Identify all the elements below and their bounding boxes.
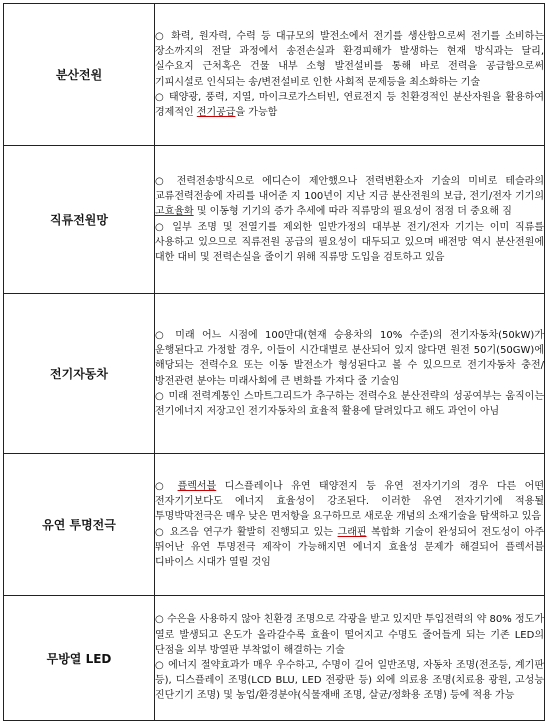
table-row: [4, 454, 545, 596]
paragraph-text: 요즈음 연구가 활발히 진행되고 있는: [169, 526, 338, 538]
underlined-term: 플렉서블: [177, 480, 217, 492]
description-cell: [155, 146, 545, 294]
description-paragraph: [155, 328, 544, 389]
underlined-term: 고효율화: [155, 206, 194, 218]
circle-bullet-icon: ○: [155, 329, 168, 341]
term-cell: 전기자동차: [4, 294, 155, 454]
technology-table: [3, 3, 545, 721]
description-paragraph: [155, 389, 544, 419]
circle-bullet-icon: ○: [155, 390, 165, 402]
paragraph-text-tail: 및 이동형 기기의 증가 추세에 따라 직류망의 필요성이 점점 더 중요해 짐: [193, 206, 512, 218]
circle-bullet-icon: ○: [155, 614, 164, 626]
circle-bullet-icon: ○: [155, 221, 167, 233]
term-cell: 무방열 LED: [4, 596, 155, 721]
paragraph-text-tail: 복합화 기술이 완성되어 전도성이 아주 뛰어난 유연 투명전극 제작이 가능해지면 에너지 효율성 문제가 해결되어 플렉서블 디바이스 시대가 열릴 것임: [155, 526, 544, 568]
table-row: [4, 4, 545, 146]
paragraph-text: 일부 조명 및 전열기를 제외한 일반가정의 대부분 전기/전자 기기는 이미 직류를 사용하고 있으므로 직류전원 공급의 필요성이 대두되고 있으며 배전망 역시 분산전원에 대한 대비 및 전력손실을 줄이기 위해 직류망 도입을 검토하고 있음: [155, 221, 544, 263]
description-paragraph: [155, 90, 544, 120]
underlined-term: 전기공급: [196, 106, 236, 118]
table-row: [4, 596, 545, 721]
description-cell: [155, 454, 545, 596]
term-cell: 분산전원: [4, 4, 155, 146]
paragraph-text-tail: 을 가능함: [235, 106, 278, 118]
circle-bullet-icon: ○: [155, 91, 165, 103]
underlined-term: 그래핀: [337, 526, 367, 538]
circle-bullet-icon: ○: [155, 30, 166, 42]
paragraph-text-tail: 디스플레이나 유연 태양전지 등 유연 전자기기의 경우 다른 어떤 전자기기보다도 에너지 효율성이 강조된다. 이러한 유연 전자기기에 적용될 투명박막전극은 매우 낮은 면저항을 요구하므로 새로운 개념의 소재기술을 탐색하고 있음: [155, 480, 544, 523]
circle-bullet-icon: ○: [155, 660, 165, 671]
circle-bullet-icon: ○: [155, 526, 166, 538]
description-paragraph: [155, 525, 544, 571]
table-row: [4, 146, 545, 294]
circle-bullet-icon: ○: [155, 480, 170, 492]
description-cell: [155, 596, 545, 721]
description-paragraph: [155, 29, 544, 90]
description-paragraph: [155, 612, 544, 658]
term-cell: 유연 투명전극: [4, 454, 155, 596]
paragraph-text: 미래 어느 시점에 100만대(현재 승용차의 10% 수준)의 전기자동차(50kW)가 운행된다고 가정할 경우, 이들이 시간대별로 분산되어 있지 않다면 원전 50기(50GW)에 해당되는 전력수요 또는 이동 발전소가 형성된다고 볼 수 있으므로 전기자동차 충전/방전관련 분야는 미래사회에 큰 변화를 가져다 줄 기술임: [155, 329, 544, 387]
circle-bullet-icon: ○: [155, 175, 169, 187]
paragraph-text: 에너지 절약효과가 매우 우수하고, 수명이 길어 일반조명, 자동차 조명(전조등, 계기판 등), 디스플레이 조명(LCD BLU, LED 전광판 등) 외에 의료용 조명(치료용 광원, 고성능 진단기기 조명) 및 농업/환경분야(식물재배 조명, 살균/정화용 조명) 등에 적용 가능: [155, 660, 544, 702]
paragraph-text: 수은을 사용하지 않아 친환경 조명으로 각광을 받고 있지만 투입전력의 약 80% 정도가 열로 발생되고 온도가 올라갈수록 효율이 떨어지고 수명도 줄어들게 되는 기존 LED의 단점을 외부 방열판 부착없이 해결하는 기술: [155, 614, 544, 656]
description-paragraph: [155, 220, 544, 266]
paragraph-text: 화력, 원자력, 수력 등 대규모의 발전소에서 전기를 생산함으로써 전기를 소비하는 장소까지의 전달 과정에서 송전손실과 환경피해가 발생하는 현재 방식과는 달리, 실수요지 근처혹은 건물 내부 소형 발전설비를 통해 바로 전력을 공급함으로써 기피시설로 인식되는 송/변전설비로 인한 사회적 문제등을 최소화하는 기술: [155, 30, 545, 88]
description-paragraph: [155, 174, 544, 220]
term-cell: 직류전원망: [4, 146, 155, 294]
description-paragraph: [155, 479, 544, 525]
paragraph-text: 미래 전력계통인 스마트그리드가 추구하는 전력수요 분산전략의 성공여부는 움직이는 전기에너지 저장고인 전기자동차의 효율적 활용에 달려있다고 해도 과언이 아님: [155, 390, 544, 417]
table-body: [4, 4, 545, 721]
description-paragraph: [155, 658, 544, 704]
description-cell: [155, 294, 545, 454]
paragraph-text: 태양광, 풍력, 지열, 마이크로가스터빈, 연료전지 등 친환경적인 분산자원을 활용하여 경제적인: [155, 91, 544, 118]
paragraph-text: 전력전송방식으로 에디슨이 제안했으나 전력변환소자 기술의 미비로 테슬라의 교류전력전송에 자리를 내어준 지 100년이 지난 지금 분산전원의 보급, 전기/전자 기기의: [155, 175, 545, 203]
description-cell: [155, 4, 545, 146]
table-row: [4, 294, 545, 454]
